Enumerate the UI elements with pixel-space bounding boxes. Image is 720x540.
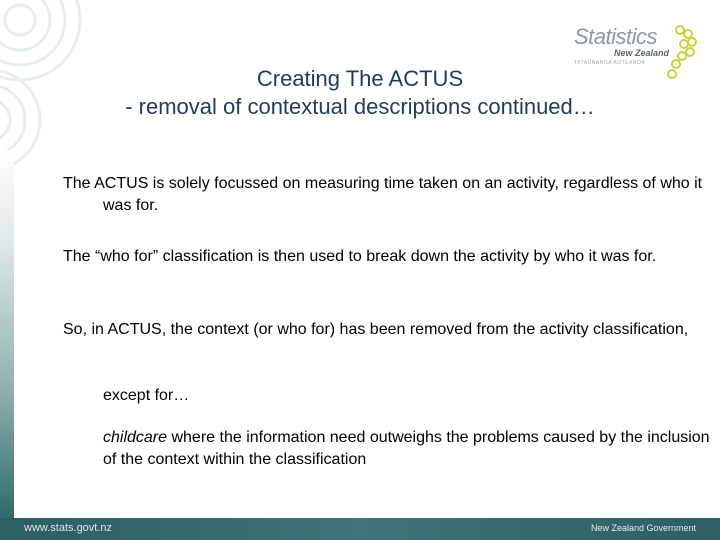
- logo-wordmark: Statistics: [574, 24, 658, 49]
- paragraph-context-removed: So, in ACTUS, the context (or who for) has been removed from the activity classification,: [63, 321, 689, 338]
- paragraph-who-for: The “who for” classification is then used to break down the activity by who it was for.: [63, 248, 657, 265]
- logo-subtitle: New Zealand: [614, 48, 670, 58]
- paragraph-actus-focus: The ACTUS is solely focussed on measuring time taken on an activity, regardless of who it was for.: [63, 175, 703, 214]
- koru-icon: [666, 24, 700, 80]
- childcare-text: where the information need outweighs the problems caused by the inclusion of the context within the classification: [103, 429, 710, 468]
- title-line-1: Creating The ACTUS: [256, 66, 464, 91]
- left-gradient-bar: [0, 150, 14, 518]
- logo-tagline: TATAURANGA AOTEAROA: [574, 60, 646, 66]
- paragraph-except-for: except for…: [103, 387, 190, 404]
- childcare-emphasis: childcare: [103, 429, 168, 446]
- footer-bar: [0, 518, 720, 540]
- footer-url: www.stats.govt.nz: [24, 522, 113, 534]
- paragraph-childcare: [63, 427, 720, 471]
- title-line-2: - removal of contextual descriptions continued…: [125, 94, 595, 119]
- slide-title: [60, 65, 660, 121]
- footer-government: New Zealand Government: [590, 523, 696, 533]
